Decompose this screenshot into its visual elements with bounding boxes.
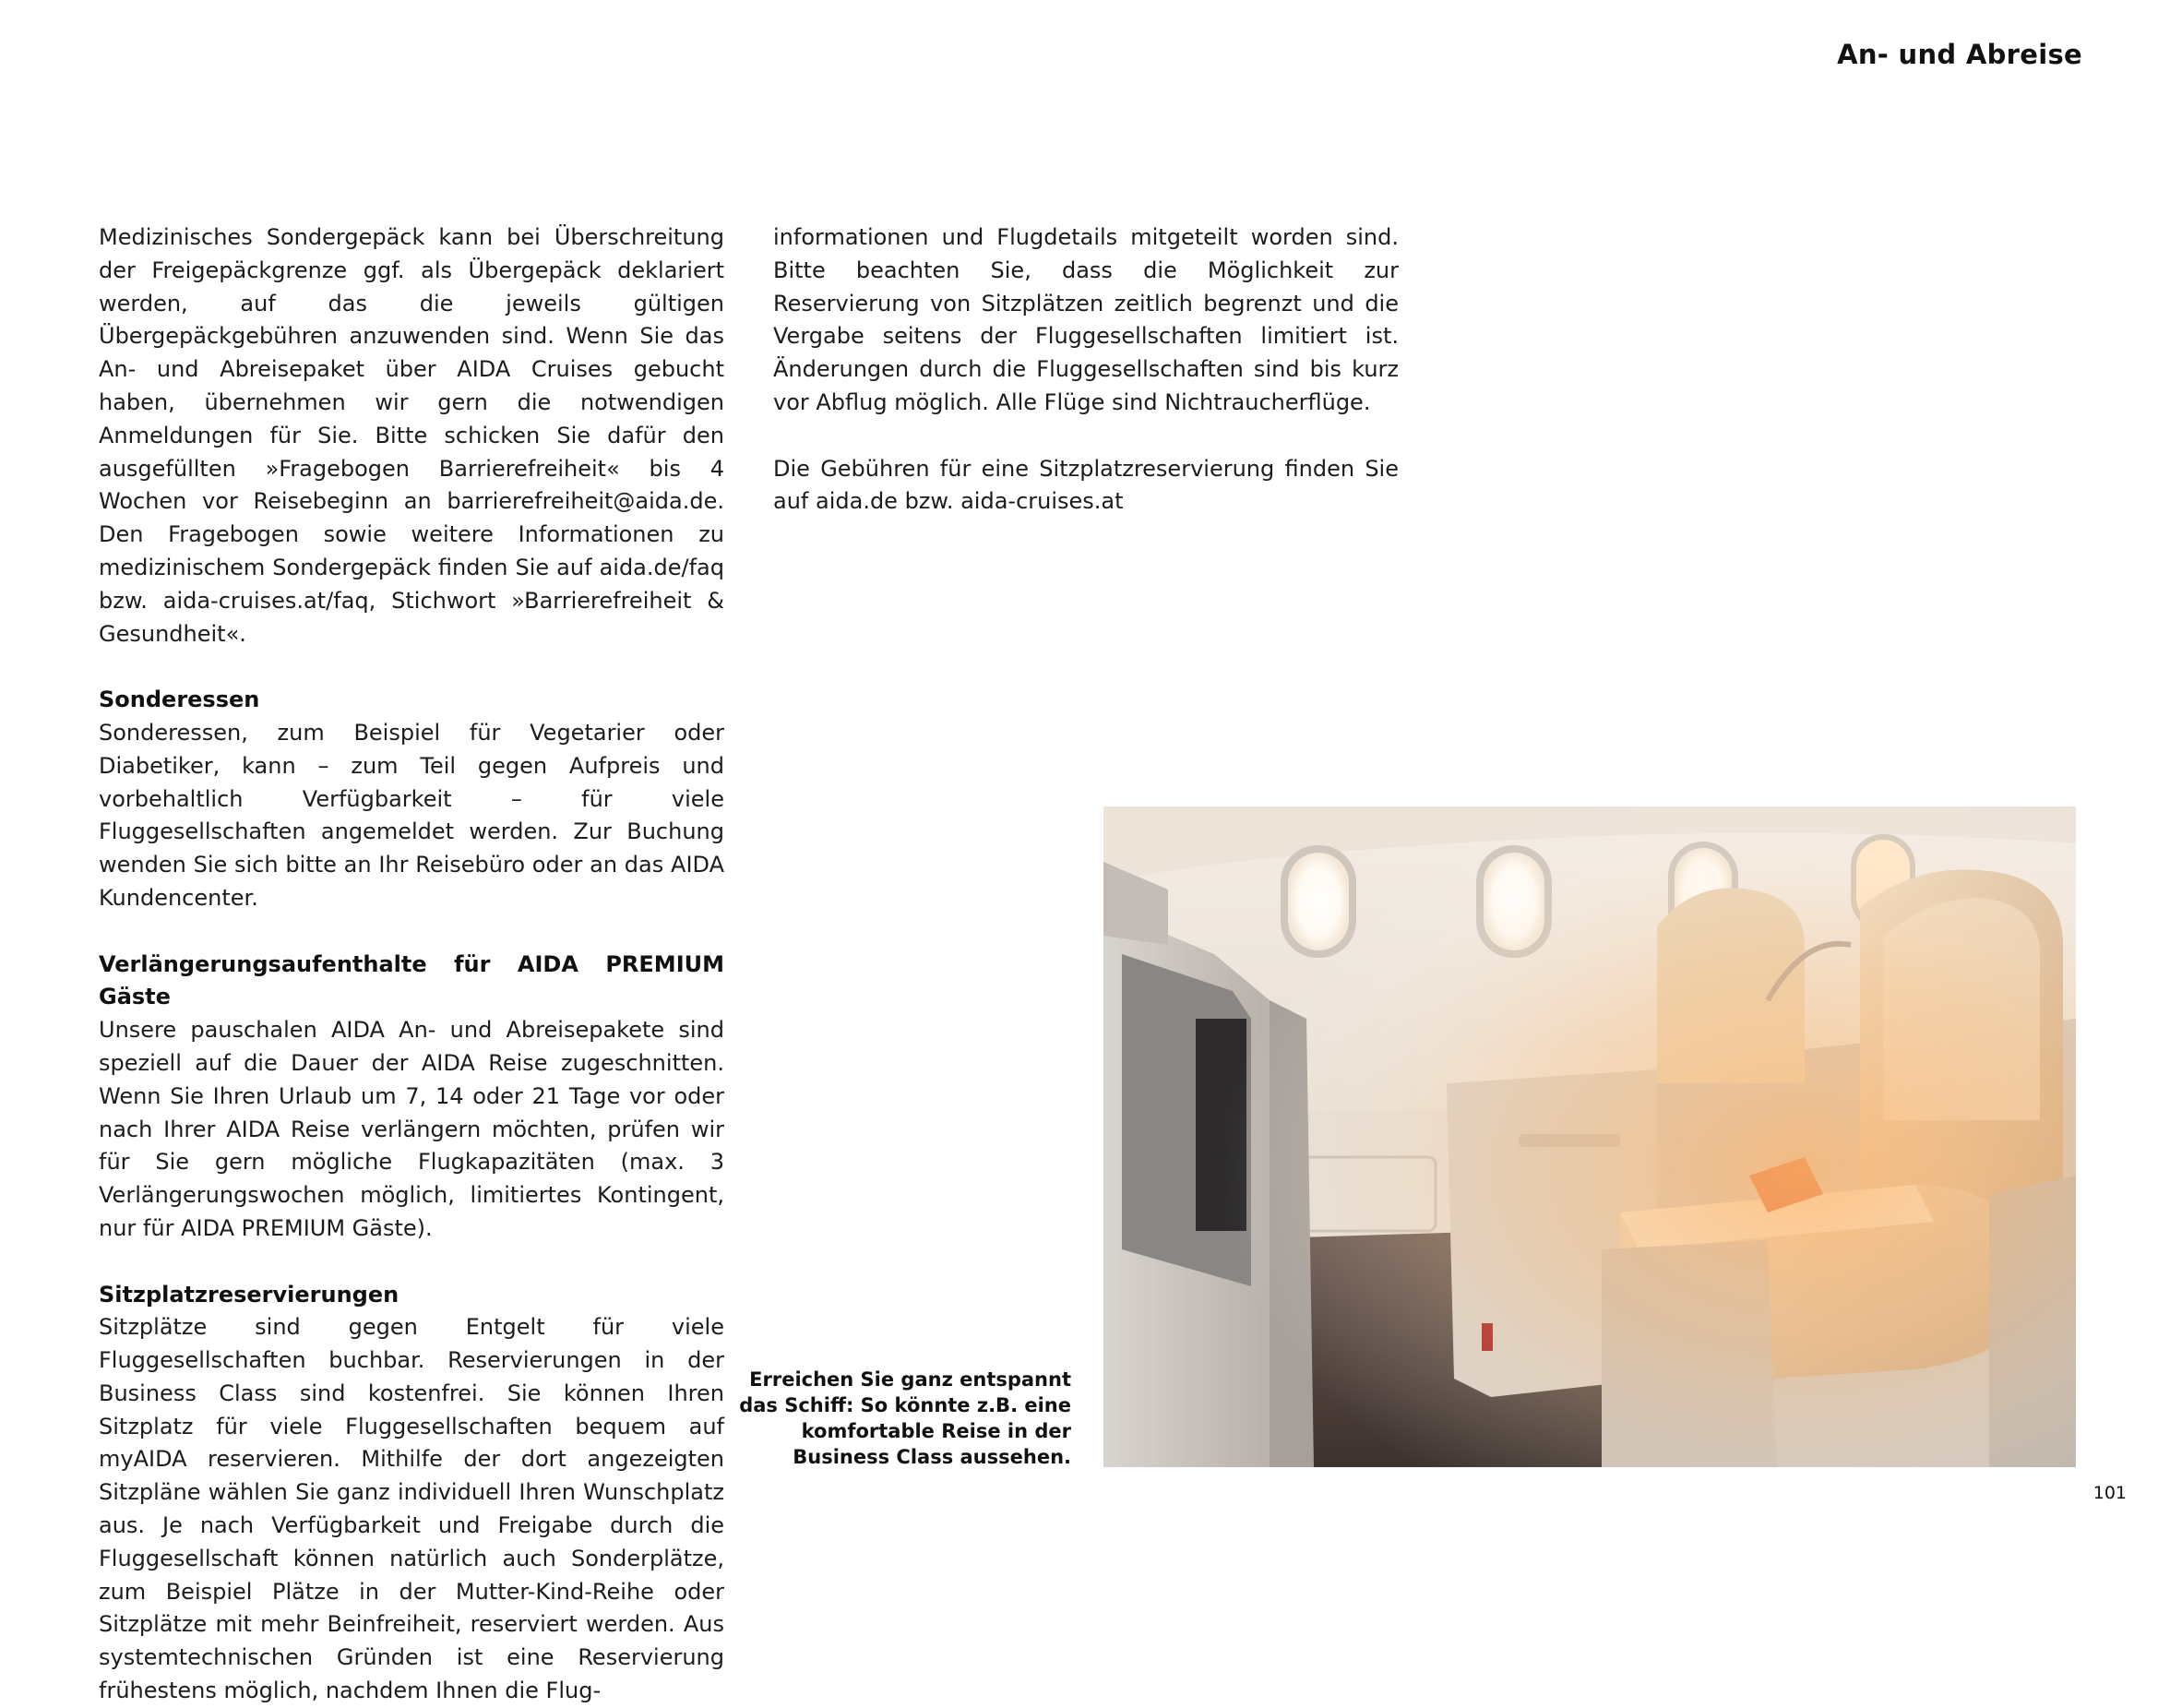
section-body: Sitzplätze sind gegen Entgelt für viele Fluggesellschaften buchbar. Reservierungen in der Business Class sind kostenfrei. Sie können Ihren Sitzplatz für viele Fluggesellschaften bequem auf myAIDA reservieren. Mithilfe der dort angezeigten Sitzpläne wählen Sie ganz individuell Ihren Wunschplatz aus. Je nach Verfügbarkeit und Freigabe durch die Fluggesellschaft können natürlich auch Sonderplätze, zum Beispiel Plätze in der Mutter-Kind-Reihe oder Sitzplätze mit mehr Beinfreiheit, reserviert werden. Aus systemtechnischen Gründen ist eine Reservierung frühestens möglich, nachdem Ihnen die Flug- — [99, 1314, 724, 1704]
continuation-paragraph: informationen und Flugdetails mitgeteilt worden sind. Bitte beachten Sie, dass die Möglichkeit zur Reservierung von Sitzplätzen zeitlich begrenzt und die Vergabe seitens der Fluggesellschaften limitiert ist. Änderungen durch die Fluggesellschaften sind bis kurz vor Abflug möglich. Alle Flüge sind Nichtraucherflüge. — [773, 224, 1399, 415]
section-sitzplatz — [99, 1279, 724, 1708]
section-body: Unsere pauschalen AIDA An- und Abreisepakete sind speziell auf die Dauer der AIDA Reise zugeschnitten. Wenn Sie Ihren Urlaub um 7, 14 oder 21 Tage vor oder nach Ihrer AIDA Reise verlängern möchten, prüfen wir für Sie gern mögliche Flugkapazitäten (max. 3 Verlängerungswochen möglich, limitiertes Kontingent, nur für AIDA PREMIUM Gäste). — [99, 1017, 724, 1241]
page-header-title: An- und Abreise — [1837, 39, 2082, 70]
section-body: Sonderessen, zum Beispiel für Vegetarier oder Diabetiker, kann – zum Teil gegen Aufpreis und vorbehaltlich Verfügbarkeit – für viele Fluggesellschaften angemeldet werden. Zur Buchung wenden Sie sich bitte an Ihr Reisebüro oder an das AIDA Kundencenter. — [99, 719, 724, 911]
photo-caption: Erreichen Sie ganz entspannt das Schiff: So könnte z.B. eine komfortable Reise in der Business Class aussehen. — [739, 1368, 1071, 1468]
intro-paragraph: Medizinisches Sondergepäck kann bei Überschreitung der Freigepäckgrenze ggf. als Übergepäck deklariert werden, auf das die jeweils gültigen Übergepäckgebühren anzuwenden sind. Wenn Sie das An- und Abreisepaket über AIDA Cruises gebucht haben, übernehmen wir gern die notwendigen Anmeldungen für Sie. Bitte schicken Sie dafür den ausgefüllten »Fragebogen Barrierefreiheit« bis 4 Wochen vor Reisebeginn an barrierefreiheit@aida.de. Den Fragebogen sowie weitere Informationen zu medizinischem Sondergepäck finden Sie auf aida.de/faq bzw. aida-cruises.at/faq, Stichwort »Barrierefreiheit & Gesundheit«. — [99, 224, 724, 647]
fees-paragraph: Die Gebühren für eine Sitzplatzreservierung finden Sie auf aida.de bzw. aida-cruises.at — [773, 455, 1399, 515]
business-class-cabin-illustration — [1103, 806, 2076, 1467]
section-heading: Verlängerungsaufenthalte für AIDA PREMIUM Gäste — [99, 950, 724, 1010]
section-verlaengerung — [99, 949, 724, 1246]
middle-text-column — [773, 221, 1399, 519]
section-heading: Sonderessen — [99, 687, 260, 713]
section-heading: Sitzplatzreservierungen — [99, 1281, 399, 1308]
section-sonderessen — [99, 684, 724, 915]
page-number: 101 — [2092, 1483, 2127, 1503]
left-text-column — [99, 221, 724, 1708]
business-class-photo — [1103, 806, 2076, 1467]
